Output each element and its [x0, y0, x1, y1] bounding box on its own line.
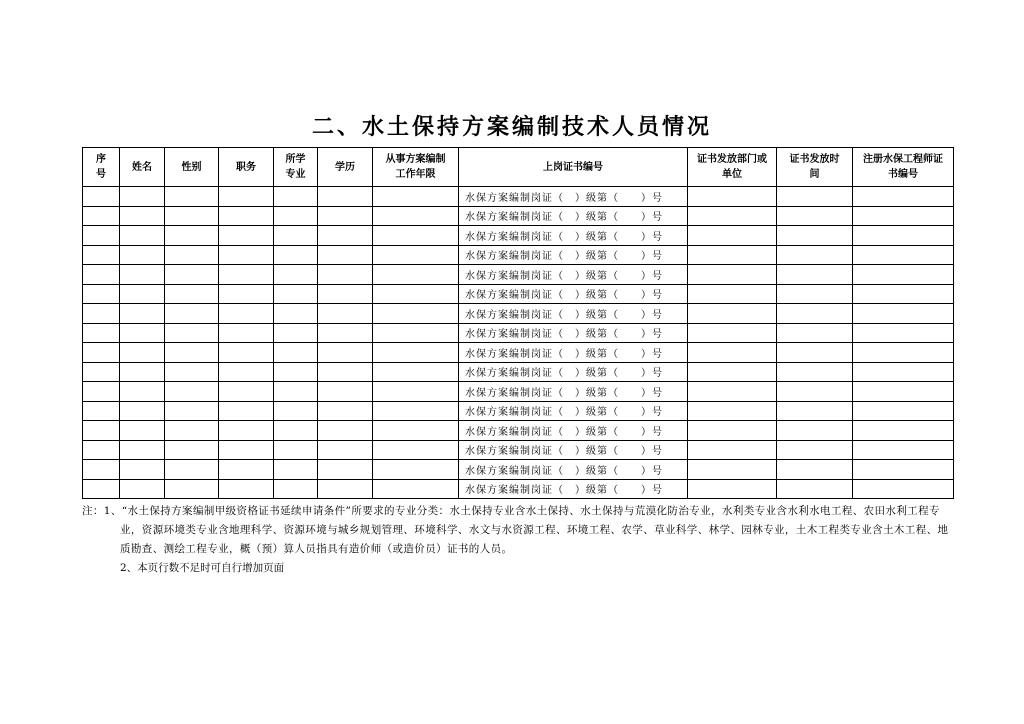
- note-2: 2、本页行数不足时可自行增加页面: [120, 562, 285, 574]
- table-cell[interactable]: [83, 265, 120, 285]
- table-cell[interactable]: [318, 245, 373, 265]
- header-years: 从事方案编制工作年限: [373, 148, 459, 187]
- table-cell[interactable]: [373, 460, 459, 480]
- table-row: [83, 187, 954, 207]
- table-cell[interactable]: [853, 343, 954, 363]
- table-cell[interactable]: [219, 362, 274, 382]
- table-cell[interactable]: [318, 362, 373, 382]
- table-cell[interactable]: [219, 245, 274, 265]
- table-cell[interactable]: [165, 323, 219, 343]
- table-cell[interactable]: [688, 479, 777, 499]
- table-cell[interactable]: [219, 479, 274, 499]
- table-cell[interactable]: [373, 226, 459, 246]
- table-cell[interactable]: [165, 401, 219, 421]
- header-issuer: 证书发放部门或单位: [688, 148, 777, 187]
- table-cell[interactable]: [83, 343, 120, 363]
- table-cell[interactable]: [83, 187, 120, 207]
- table-cell[interactable]: [274, 304, 318, 324]
- table-cell[interactable]: [120, 362, 165, 382]
- table-cell[interactable]: [777, 460, 853, 480]
- table-cell[interactable]: [165, 245, 219, 265]
- table-cell[interactable]: [120, 343, 165, 363]
- table-cell[interactable]: [373, 382, 459, 402]
- table-cell[interactable]: [318, 265, 373, 285]
- table-row: [83, 479, 954, 499]
- table-cell[interactable]: [83, 245, 120, 265]
- table-cell[interactable]: [777, 284, 853, 304]
- table-cell[interactable]: [165, 382, 219, 402]
- table-cell[interactable]: [373, 421, 459, 441]
- table-cell[interactable]: [688, 382, 777, 402]
- table-cell[interactable]: [120, 245, 165, 265]
- table-cell[interactable]: [853, 362, 954, 382]
- table-row: [83, 245, 954, 265]
- table-cell[interactable]: [853, 265, 954, 285]
- table-cell[interactable]: [219, 440, 274, 460]
- table-cell[interactable]: [274, 362, 318, 382]
- table-cell[interactable]: [373, 284, 459, 304]
- table-cell[interactable]: [688, 284, 777, 304]
- table-cell[interactable]: [274, 206, 318, 226]
- table-cell[interactable]: [120, 401, 165, 421]
- table-cell[interactable]: [274, 440, 318, 460]
- table-cell[interactable]: [373, 206, 459, 226]
- table-row: [83, 323, 954, 343]
- table-cell[interactable]: [853, 245, 954, 265]
- table-cell[interactable]: [688, 440, 777, 460]
- table-cell[interactable]: [274, 226, 318, 246]
- table-cell[interactable]: [274, 460, 318, 480]
- table-cell[interactable]: [120, 460, 165, 480]
- table-cell[interactable]: [165, 304, 219, 324]
- table-cell[interactable]: [83, 479, 120, 499]
- table-cell[interactable]: [373, 323, 459, 343]
- cert-number-cell[interactable]: 水保方案编制岗证（ ）级第（ ）号: [459, 245, 688, 265]
- table-cell[interactable]: [274, 343, 318, 363]
- table-cell[interactable]: [688, 460, 777, 480]
- table-cell[interactable]: [318, 401, 373, 421]
- table-row: [83, 421, 954, 441]
- table-cell[interactable]: [853, 460, 954, 480]
- table-cell[interactable]: [777, 421, 853, 441]
- table-cell[interactable]: [777, 479, 853, 499]
- table-cell[interactable]: [373, 401, 459, 421]
- table-cell[interactable]: [83, 382, 120, 402]
- table-cell[interactable]: [853, 206, 954, 226]
- table-cell[interactable]: [853, 479, 954, 499]
- table-cell[interactable]: [120, 304, 165, 324]
- cert-number-cell[interactable]: 水保方案编制岗证（ ）级第（ ）号: [459, 304, 688, 324]
- table-cell[interactable]: [777, 362, 853, 382]
- table-cell[interactable]: [777, 401, 853, 421]
- table-cell[interactable]: [120, 323, 165, 343]
- table-cell[interactable]: [165, 206, 219, 226]
- table-cell[interactable]: [165, 343, 219, 363]
- table-cell[interactable]: [318, 323, 373, 343]
- table-cell[interactable]: [120, 284, 165, 304]
- table-cell[interactable]: [219, 401, 274, 421]
- table-cell[interactable]: [274, 265, 318, 285]
- table-cell[interactable]: [219, 323, 274, 343]
- table-cell[interactable]: [777, 187, 853, 207]
- table-cell[interactable]: [853, 304, 954, 324]
- table-cell[interactable]: [688, 401, 777, 421]
- table-cell[interactable]: [219, 206, 274, 226]
- table-cell[interactable]: [274, 382, 318, 402]
- table-cell[interactable]: [83, 206, 120, 226]
- table-cell[interactable]: [853, 440, 954, 460]
- table-cell[interactable]: [219, 187, 274, 207]
- table-cell[interactable]: [274, 323, 318, 343]
- table-cell[interactable]: [373, 245, 459, 265]
- table-cell[interactable]: [853, 401, 954, 421]
- table-cell[interactable]: [165, 460, 219, 480]
- table-cell[interactable]: [373, 343, 459, 363]
- cert-number-cell[interactable]: 水保方案编制岗证（ ）级第（ ）号: [459, 265, 688, 285]
- table-cell[interactable]: [318, 421, 373, 441]
- table-cell[interactable]: [83, 304, 120, 324]
- table-cell[interactable]: [777, 343, 853, 363]
- table-cell[interactable]: [777, 206, 853, 226]
- table-cell[interactable]: [777, 245, 853, 265]
- table-row: [83, 362, 954, 382]
- table-cell[interactable]: [274, 479, 318, 499]
- table-cell[interactable]: [318, 284, 373, 304]
- table-cell[interactable]: [853, 226, 954, 246]
- table-cell[interactable]: [318, 187, 373, 207]
- table-cell[interactable]: [373, 187, 459, 207]
- table-cell[interactable]: [688, 304, 777, 324]
- table-cell[interactable]: [120, 187, 165, 207]
- table-cell[interactable]: [274, 187, 318, 207]
- table-row: [83, 226, 954, 246]
- table-row: [83, 460, 954, 480]
- table-cell[interactable]: [853, 284, 954, 304]
- table-cell[interactable]: [853, 421, 954, 441]
- table-cell[interactable]: [83, 460, 120, 480]
- header-issue-time: 证书发放时间: [777, 148, 853, 187]
- table-cell[interactable]: [165, 226, 219, 246]
- table-cell[interactable]: [777, 226, 853, 246]
- table-cell[interactable]: [83, 421, 120, 441]
- table-cell[interactable]: [83, 362, 120, 382]
- table-cell[interactable]: [83, 401, 120, 421]
- table-cell[interactable]: [373, 479, 459, 499]
- table-cell[interactable]: [219, 382, 274, 402]
- cert-number-cell[interactable]: 水保方案编制岗证（ ）级第（ ）号: [459, 440, 688, 460]
- table-row: [83, 343, 954, 363]
- table-cell[interactable]: [688, 421, 777, 441]
- table-cell[interactable]: [688, 323, 777, 343]
- table-cell[interactable]: [274, 284, 318, 304]
- table-row: [83, 206, 954, 226]
- table-cell[interactable]: [83, 284, 120, 304]
- table-cell[interactable]: [165, 187, 219, 207]
- table-cell[interactable]: [373, 362, 459, 382]
- table-cell[interactable]: [120, 265, 165, 285]
- cert-number-cell[interactable]: 水保方案编制岗证（ ）级第（ ）号: [459, 226, 688, 246]
- table-cell[interactable]: [165, 440, 219, 460]
- table-cell[interactable]: [373, 304, 459, 324]
- table-cell[interactable]: [219, 304, 274, 324]
- note-1: 注：1、“水土保持方案编制甲级资格证书延续申请条件”所要求的专业分类：水土保持专业含水土保持、水土保持与荒漠化防治专业，水利类专业含水利水电工程、农田水利工程专业，资源环境类专业含地理科学、资源环境与城乡规划管理、环境科学、水文与水资源工程、环境工程、农学、草业科学、林学、园林专业，土木工程类专业含土木工程、地质勘查、测绘工程专业，概（预）算人员指具有造价师（或造价员）证书的人员。: [82, 505, 949, 555]
- table-cell[interactable]: [120, 226, 165, 246]
- table-cell[interactable]: [83, 226, 120, 246]
- table-cell[interactable]: [165, 362, 219, 382]
- cert-number-cell[interactable]: 水保方案编制岗证（ ）级第（ ）号: [459, 323, 688, 343]
- table-row: [83, 382, 954, 402]
- cert-number-cell[interactable]: 水保方案编制岗证（ ）级第（ ）号: [459, 401, 688, 421]
- cert-number-cell[interactable]: 水保方案编制岗证（ ）级第（ ）号: [459, 460, 688, 480]
- table-cell[interactable]: [120, 206, 165, 226]
- cert-number-cell[interactable]: 水保方案编制岗证（ ）级第（ ）号: [459, 362, 688, 382]
- table-cell[interactable]: [219, 284, 274, 304]
- table-cell[interactable]: [120, 440, 165, 460]
- header-cert-no: 上岗证书编号: [459, 148, 688, 187]
- cert-number-cell[interactable]: 水保方案编制岗证（ ）级第（ ）号: [459, 206, 688, 226]
- cert-number-cell[interactable]: 水保方案编制岗证（ ）级第（ ）号: [459, 284, 688, 304]
- table-row: [83, 265, 954, 285]
- table-cell[interactable]: [318, 226, 373, 246]
- table-cell[interactable]: [318, 479, 373, 499]
- table-cell[interactable]: [318, 304, 373, 324]
- table-cell[interactable]: [688, 245, 777, 265]
- table-cell[interactable]: [165, 421, 219, 441]
- table-cell[interactable]: [274, 421, 318, 441]
- table-cell[interactable]: [373, 265, 459, 285]
- table-cell[interactable]: [219, 265, 274, 285]
- table-cell[interactable]: [165, 284, 219, 304]
- table-cell[interactable]: [777, 265, 853, 285]
- header-name: 姓名: [120, 148, 165, 187]
- table-cell[interactable]: [853, 187, 954, 207]
- table-cell[interactable]: [688, 362, 777, 382]
- table-row: [83, 284, 954, 304]
- header-seq: 序号: [83, 148, 120, 187]
- table-cell[interactable]: [219, 226, 274, 246]
- table-cell[interactable]: [688, 343, 777, 363]
- table-cell[interactable]: [219, 421, 274, 441]
- header-gender: 性别: [165, 148, 219, 187]
- header-education: 学历: [318, 148, 373, 187]
- header-row: [83, 148, 954, 187]
- cert-number-cell[interactable]: 水保方案编制岗证（ ）级第（ ）号: [459, 382, 688, 402]
- table-cell[interactable]: [83, 323, 120, 343]
- table-row: [83, 304, 954, 324]
- notes: [82, 502, 952, 578]
- table-cell[interactable]: [274, 245, 318, 265]
- table-cell[interactable]: [777, 304, 853, 324]
- table-cell[interactable]: [777, 440, 853, 460]
- table-cell[interactable]: [318, 460, 373, 480]
- header-major: 所学专业: [274, 148, 318, 187]
- page-title: 二、水土保持方案编制技术人员情况: [311, 115, 712, 140]
- table-cell[interactable]: [120, 421, 165, 441]
- table-cell[interactable]: [83, 440, 120, 460]
- cert-number-cell[interactable]: 水保方案编制岗证（ ）级第（ ）号: [459, 343, 688, 363]
- table-cell[interactable]: [318, 343, 373, 363]
- table-cell[interactable]: [688, 226, 777, 246]
- staff-table: [82, 147, 954, 499]
- table-cell[interactable]: [373, 440, 459, 460]
- cert-number-cell[interactable]: 水保方案编制岗证（ ）级第（ ）号: [459, 479, 688, 499]
- table-cell[interactable]: [777, 382, 853, 402]
- table-cell[interactable]: [120, 382, 165, 402]
- table-cell[interactable]: [165, 265, 219, 285]
- table-cell[interactable]: [165, 479, 219, 499]
- table-cell[interactable]: [219, 460, 274, 480]
- table-cell[interactable]: [853, 323, 954, 343]
- table-row: [83, 401, 954, 421]
- header-position: 职务: [219, 148, 274, 187]
- header-reg-cert: 注册水保工程师证书编号: [853, 148, 954, 187]
- table-cell[interactable]: [318, 440, 373, 460]
- table-cell[interactable]: [688, 206, 777, 226]
- table-cell[interactable]: [688, 187, 777, 207]
- table-cell[interactable]: [853, 382, 954, 402]
- table-cell[interactable]: [274, 401, 318, 421]
- table-cell[interactable]: [318, 206, 373, 226]
- cert-number-cell[interactable]: 水保方案编制岗证（ ）级第（ ）号: [459, 187, 688, 207]
- table-cell[interactable]: [318, 382, 373, 402]
- table-cell[interactable]: [777, 323, 853, 343]
- cert-number-cell[interactable]: 水保方案编制岗证（ ）级第（ ）号: [459, 421, 688, 441]
- table-cell[interactable]: [120, 479, 165, 499]
- table-cell[interactable]: [688, 265, 777, 285]
- table-row: [83, 440, 954, 460]
- table-cell[interactable]: [219, 343, 274, 363]
